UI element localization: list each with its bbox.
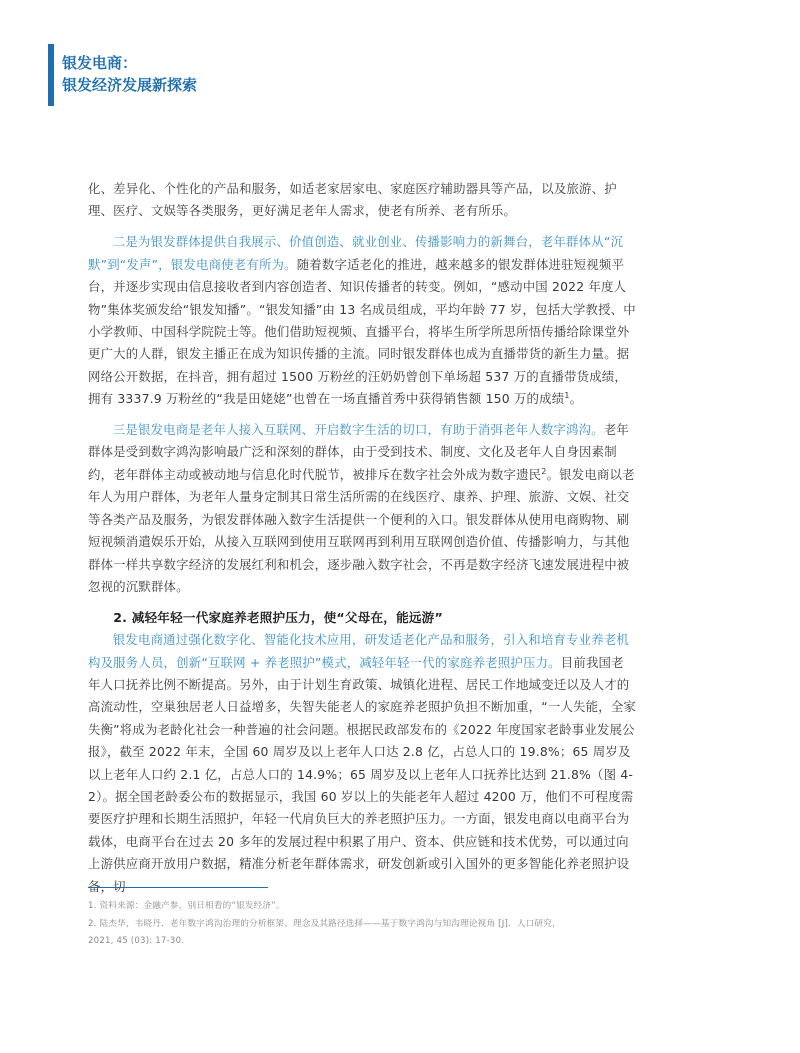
header-accent-bar (48, 44, 54, 106)
footnote-1: 1. 资料来源：金融产参，别日相看的“银发经济”。 (88, 901, 285, 911)
body-text (88, 178, 636, 907)
paragraph-continued: 化、差异化、个性化的产品和服务，如适老家居家电、家庭医疗辅助器具等产品，以及旅游、护理、医疗、文娱等各类服务，更好满足老年人需求，使老有所养、老有所乐。 (88, 181, 617, 219)
footnote-divider (88, 887, 268, 888)
footnote-ref-2: 2 (541, 466, 547, 476)
footnote-2-cont: 2021, 45 (03): 17-30. (88, 936, 185, 946)
footnotes (88, 898, 648, 951)
paragraph-second-point: 二是为银发群体提供自我展示、价值创造、就业创业、传播影响力的新舞台，老年群体从“沉默”到“发声”，银发电商使老有所为。随着数字适老化的推进，越来越多的银发群体进驻短视频平台，并逐步实现由信息接收者到内容创造者、知识传播者的转变。例如，“感动中国 2022 年度人物”集体奖颁发给“银发知播”。“银发知播”由 13 名成员组成，平均年龄 77 岁，包括大学教授、中小学教师、中国科学院院士等。他们借助短视频、直播平台，将毕生所学所思所悟传播给除课堂外更广大的人群，银发主播正在成为知识传播的主流。同时银发群体也成为直播带货的新生力量。据网络公开数据，在抖音，拥有超过 1500 万粉丝的汪奶奶曾创下单场超 537 万的直播带货成绩，拥有 3337.9 万粉丝的“我是田姥姥”也曾在一场直播首秀中获得销售额 150 万的成绩$^1$。 (88, 234, 636, 407)
paragraph-care-pressure: 银发电商通过强化数字化、智能化技术应用，研发适老化产品和服务，引入和培育专业养老机构及服务人员，创新“互联网 + 养老照护”模式，减轻年轻一代的家庭养老照护压力。目前我国老年人口抚养比例不断提高。另外，由于计划生育政策、城镇化进程、居民工作地域变迁以及人才的高流动性，空巢独居老人日益增多，失智失能老人的家庭养老照护负担不断加重，“一人失能，全家失衡”将成为老龄化社会一种普遍的社会问题。根据民政部发布的《2022 年度国家老龄事业发展公报》，截至 2022 年末，全国 60 周岁及以上老年人口达 2.8 亿，占总人口的 19.8%；65 周岁及以上老年人口约 2.1 亿，占总人口的 14.9%；65 周岁及以上老年人口抚养比达到 21.8%（图 4-2）。据全国老龄委公布的数据显示，我国 60 岁以上的失能老年人超过 4200 万，他们不可程度需要医疗护理和长期生活照护，年轻一代肩负巨大的养老照护压力。一方面，银发电商以电商平台为载体，电商平台在过去 20 多年的发展过程中积累了用户、资本、供应链和技术优势，可以通过向上游供应商开放用户数据，精准分析老年群体需求，研发创新或引入国外的更多智能化养老照护设备，切 (88, 632, 637, 894)
highlight-text: 二是为银发群体提供自我展示、价值创造、就业创业、传播影响力的新舞台，老年群体从“沉默”到“发声”，银发电商使老有所为。 (88, 234, 624, 272)
highlight-text: 银发电商通过强化数字化、智能化技术应用，研发适老化产品和服务，引入和培育专业养老机构及服务人员，创新“互联网 + 养老照护”模式，减轻年轻一代的家庭养老照护压力。 (88, 632, 630, 670)
paragraph-third-point: 三是银发电商是老年人接入互联网、开启数字生活的切口，有助于消弭老年人数字鸿沟。老年群体是受到数字鸿沟影响最广泛和深刻的群体，由于受到技术、制度、文化及老年人自身因素制约，老年群体主动或被动地与信息化时代脱节，被排斥在数字社会外成为数字遗民$^2$。银发电商以老年人为用户群体，为老年人量身定制其日常生活所需的在线医疗、康养、护理、旅游、文娱、社交等各类产品及服务，为银发群体融入数字生活提供一个便利的入口。银发群体从使用电商购物、刷短视频消遣娱乐开始，从接入互联网到使用互联网再到利用互联网创造价值、传播影响力，与其他群体一样共享数字经济的发展红利和机会，逐步融入数字社会，不再是数字经济飞速发展进程中被忽视的沉默群体。 (88, 422, 635, 594)
header-title-line1: 银发电商： (62, 54, 138, 72)
page-header (62, 52, 197, 96)
highlight-text: 三是银发电商是老年人接入互联网、开启数字生活的切口，有助于消弭老年人数字鸿沟。 (112, 422, 604, 438)
section-heading: 2. 减轻年轻一代家庭养老照护压力，使“父母在，能远游” (113, 609, 443, 625)
footnote-2: 2. 陆杰华，韦晓丹．老年数字鸿沟治理的分析框架、理念及其路径选择——基于数字鸿沟与知沟理论视角 [J]．人口研究， (88, 918, 561, 929)
footnote-ref-1: 1 (564, 391, 570, 401)
header-title-line2: 银发经济发展新探索 (62, 76, 198, 94)
